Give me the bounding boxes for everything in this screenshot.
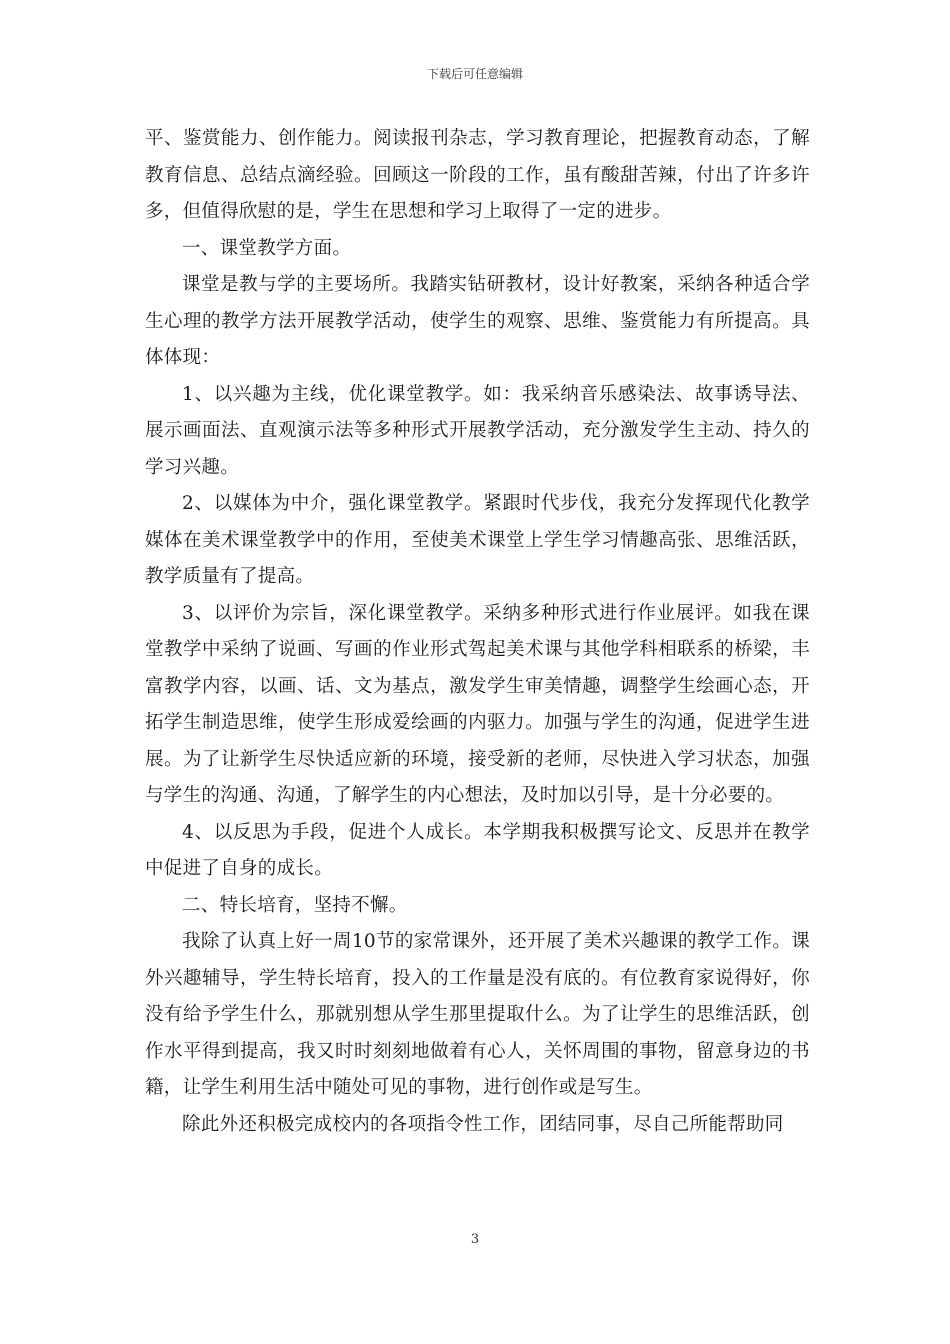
- document-body: [145, 121, 810, 1143]
- page-number: 3: [470, 1232, 480, 1247]
- list-item-1-interest: 1、以兴趣为主线，优化课堂教学。如：我采纳音乐感染法、故事诱导法、展示画面法、直观演示法等多种形式开展教学活动，充分激发学生主动、持久的学习兴趣。: [145, 383, 810, 478]
- paragraph-classroom: 课堂是教与学的主要场所。我踏实钻研教材，设计好教案，采纳各种适合学生心理的教学方法开展教学活动，使学生的观察、思维、鉴赏能力有所提高。具体体现：: [145, 274, 810, 368]
- section-heading-talent-cultivation: 二、特长培育，坚持不懈。: [182, 894, 408, 916]
- paragraph-1: 平、鉴赏能力、创作能力。阅读报刊杂志，学习教育理论，把握教育动态，了解教育信息、总结点滴经验。回顾这一阶段的工作，虽有酸甜苦辣，付出了许多许多，但值得欣慰的是，学生在思想和学习上取得了一定的进步。: [145, 128, 810, 222]
- page-header: 下载后可任意编辑: [426, 67, 523, 81]
- paragraph-other-work: 除此外还积极完成校内的各项指令性工作，团结同事，尽自己所能帮助同: [182, 1113, 784, 1135]
- section-heading-classroom-teaching: 一、课堂教学方面。: [182, 237, 352, 259]
- list-item-2-media: 2、以媒体为中介，强化课堂教学。紧跟时代步伐，我充分发挥现代化教学媒体在美术课堂教学中的作用，至使美术课堂上学生学习情趣高张、思维活跃，教学质量有了提高。: [145, 493, 810, 587]
- paragraph-extracurricular: 我除了认真上好一周10节的家常课外，还开展了美术兴趣课的教学工作。课外兴趣辅导，学生特长培育，投入的工作量是没有底的。有位教育家说得好，你没有给予学生什么，那就别想从学生那里提取什么。为了让学生的思维活跃，创作水平得到提高，我又时时刻刻地做着有心人，关怀周围的事物，留意身边的书籍，让学生利用生活中随处可见的事物，进行创作或是写生。: [145, 931, 810, 1098]
- list-item-4-reflection: 4、以反思为手段，促进个人成长。本学期我积极撰写论文、反思并在教学中促进了自身的成长。: [145, 821, 810, 879]
- list-item-3-evaluation: 3、以评价为宗旨，深化课堂教学。采纳多种形式进行作业展评。如我在课堂教学中采纳了说画、写画的作业形式驾起美术课与其他学科相联系的桥梁，丰富教学内容，以画、话、文为基点，激发学生审美情趣，调整学生绘画心态，开拓学生制造思维，使学生形成爱绘画的内驱力。加强与学生的沟通，促进学生进展。为了让新学生尽快适应新的环境，接受新的老师，尽快进入学习状态，加强与学生的沟通、沟通，了解学生的内心想法，及时加以引导，是十分必要的。: [145, 602, 810, 806]
